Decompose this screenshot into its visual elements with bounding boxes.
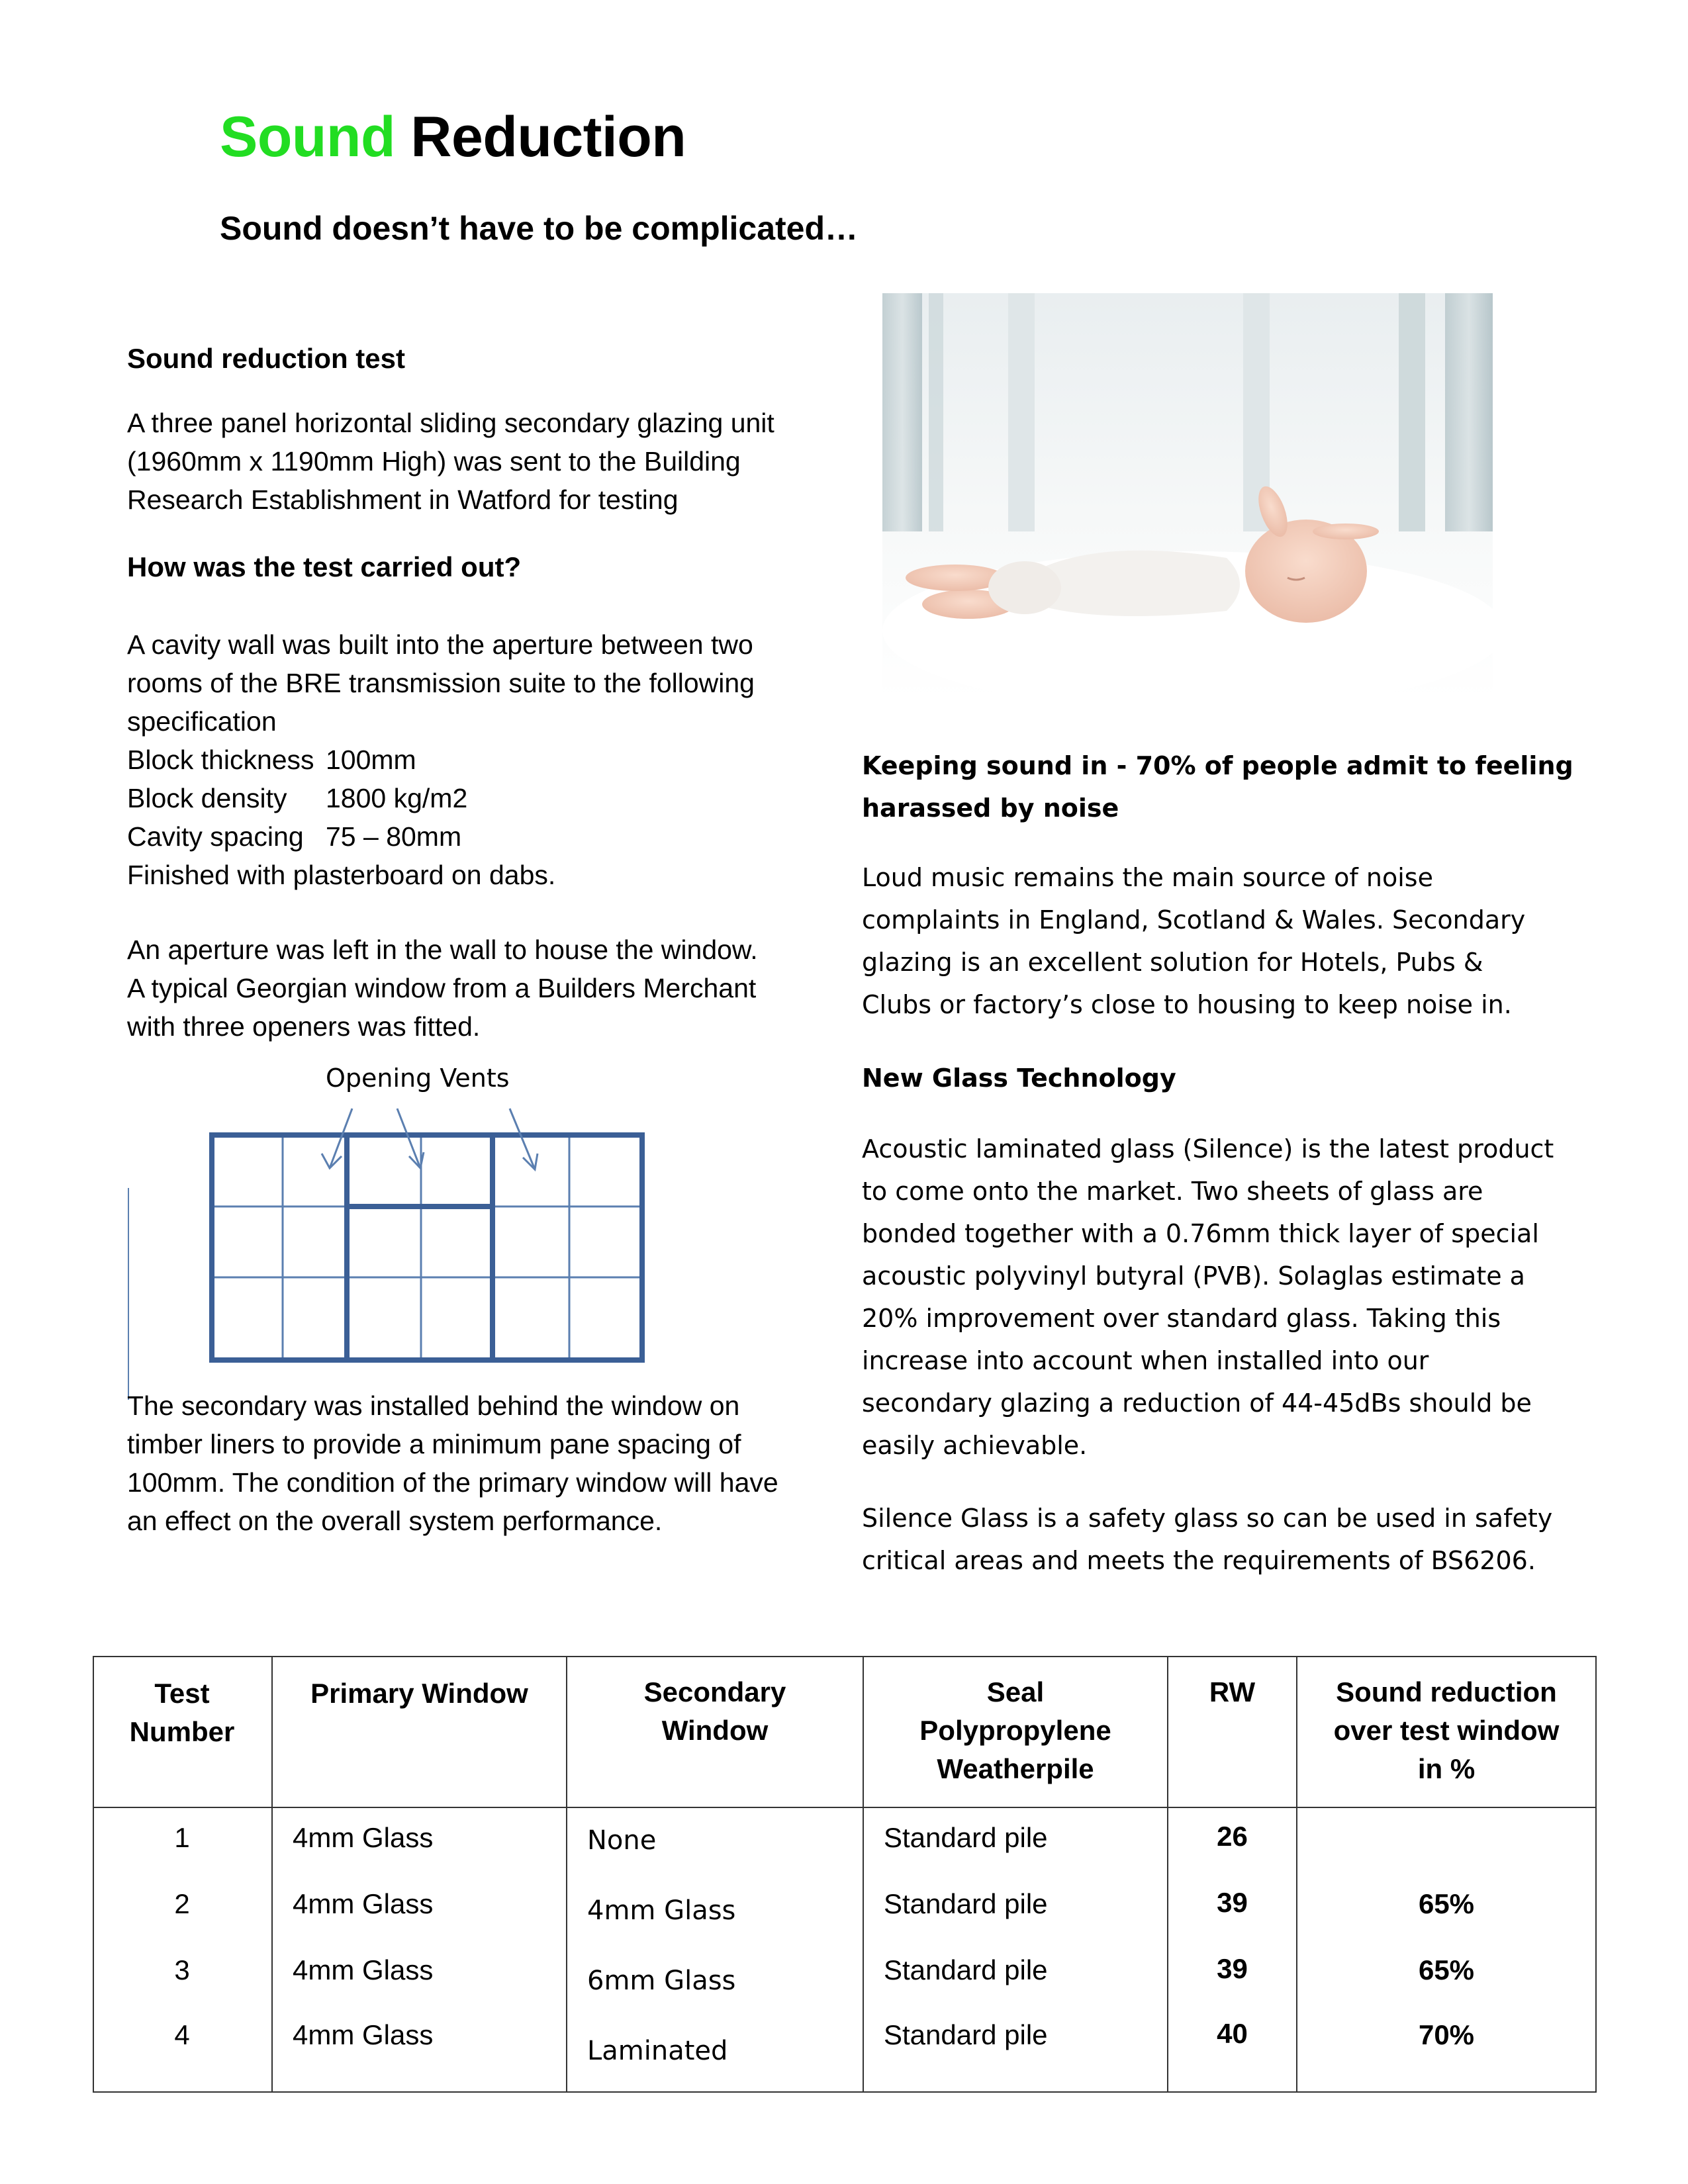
text-line: critical areas and meets the requirements of BS6206. — [862, 1546, 1536, 1575]
paragraph-secondary-installed — [127, 1387, 778, 1540]
text-line: Keeping sound in - 70% of people admit to feeling — [862, 751, 1573, 780]
text-line: The secondary was installed behind the window on — [127, 1390, 740, 1421]
cell-test-number: 2 — [174, 1888, 190, 1919]
window-diagram — [119, 1056, 662, 1406]
paragraph-acoustic-glass — [862, 1128, 1554, 1467]
cell-primary-window: 4mm Glass — [293, 2019, 434, 2050]
header-line: over test window — [1333, 1715, 1560, 1746]
paragraph-loud-music — [862, 856, 1525, 1026]
cell-rw: 40 — [1217, 2018, 1248, 2049]
cell-rw: 26 — [1217, 1821, 1248, 1852]
text-line: harassed by noise — [862, 794, 1119, 823]
spec-value: 1800 kg/m2 — [326, 783, 468, 813]
cell-secondary-window: 4mm Glass — [587, 1895, 736, 1926]
cell-seal: Standard pile — [884, 1822, 1048, 1853]
spec-value: 100mm — [326, 745, 416, 775]
cell-test-number: 4 — [174, 2019, 190, 2050]
table-border — [93, 2091, 1597, 2093]
text-line: bonded together with a 0.76mm thick layer of special — [862, 1219, 1539, 1248]
text-line: secondary glazing a reduction of 44-45dBs should be — [862, 1388, 1532, 1418]
spec-key: Cavity spacing — [127, 821, 304, 852]
header-line: Window — [661, 1715, 769, 1746]
heading-sound-reduction-test: Sound reduction test — [127, 343, 405, 374]
heading-how-test-carried-out: How was the test carried out? — [127, 551, 522, 582]
photo-sleeping-baby — [882, 293, 1493, 698]
text-line: A cavity wall was built into the aperture between two — [127, 629, 753, 660]
text-line: to come onto the market. Two sheets of glass are — [862, 1177, 1483, 1206]
cell-secondary-window: Laminated — [587, 2036, 728, 2066]
header-line: Test — [154, 1678, 210, 1709]
text-line: Research Establishment in Watford for testing — [127, 484, 679, 515]
text-line: Clubs or factory’s close to housing to keep noise in. — [862, 990, 1512, 1019]
text-line: specification — [127, 706, 277, 737]
spec-key: Block thickness — [127, 745, 314, 775]
text-line: 20% improvement over standard glass. Taking this — [862, 1304, 1501, 1333]
cell-sound-reduction: 65% — [1418, 1888, 1475, 1919]
cell-sound-reduction: 70% — [1418, 2019, 1475, 2050]
header-line: Weatherpile — [937, 1753, 1094, 1784]
text-line: glazing is an excellent solution for Hotels, Pubs & — [862, 948, 1483, 977]
spec-row — [127, 817, 755, 856]
spec-row — [127, 779, 755, 817]
table-border — [271, 1656, 273, 2093]
cell-secondary-window: 6mm Glass — [587, 1966, 736, 1996]
header-line: in % — [1417, 1753, 1476, 1784]
header-seal — [864, 1673, 1167, 1788]
header-rw — [1168, 1673, 1296, 1711]
spec-key: Block density — [127, 783, 287, 813]
text-line: an effect on the overall system performance. — [127, 1506, 663, 1536]
cell-sound-reduction: 65% — [1418, 1954, 1475, 1985]
text-line: increase into account when installed into our — [862, 1346, 1429, 1375]
text-line: A three panel horizontal sliding secondary glazing unit — [127, 408, 774, 438]
text-line: Finished with plasterboard on dabs. — [127, 860, 556, 890]
table-border — [1595, 1656, 1597, 2093]
table-border — [93, 1656, 1597, 1657]
sound-test-table — [93, 1656, 1597, 2093]
cell-primary-window: 4mm Glass — [293, 1888, 434, 1919]
header-primary-window — [273, 1674, 566, 1713]
cell-primary-window: 4mm Glass — [293, 1822, 434, 1853]
cell-rw: 39 — [1217, 1887, 1248, 1918]
text-line: easily achievable. — [862, 1431, 1088, 1460]
cell-seal: Standard pile — [884, 1954, 1048, 1985]
header-test-number — [93, 1674, 271, 1751]
text-line: acoustic polyvinyl butyral (PVB). Solaglas estimate a — [862, 1261, 1525, 1291]
page-subtitle: Sound doesn’t have to be complicated… — [220, 210, 859, 247]
text-line: Silence Glass is a safety glass so can be used in safety — [862, 1504, 1553, 1533]
heading-keeping-sound-in — [862, 745, 1573, 829]
heading-new-glass-technology: New Glass Technology — [862, 1064, 1176, 1093]
header-line: Sound reduction — [1336, 1676, 1557, 1707]
title-word-reduction: Reduction — [410, 105, 686, 169]
diagram-label-opening-vents: Opening Vents — [326, 1064, 510, 1093]
cell-rw: 39 — [1217, 1953, 1248, 1984]
window-frame — [212, 1135, 642, 1360]
header-secondary-window — [567, 1673, 863, 1750]
text-line: Acoustic laminated glass (Silence) is the latest product — [862, 1134, 1554, 1163]
text-line: complaints in England, Scotland & Wales. Secondary — [862, 905, 1526, 934]
paragraph-aperture — [127, 931, 758, 1046]
paragraph-test-intro — [127, 404, 774, 519]
text-line: 100mm. The condition of the primary window will have — [127, 1467, 778, 1498]
spec-value: 75 – 80mm — [326, 821, 462, 852]
text-line: Loud music remains the main source of noise — [862, 863, 1433, 892]
text-line: with three openers was fitted. — [127, 1011, 481, 1042]
page-title — [220, 105, 686, 170]
text-line: (1960mm x 1190mm High) was sent to the Building — [127, 446, 741, 477]
cell-secondary-window: None — [587, 1825, 657, 1856]
text-line: An aperture was left in the wall to house the window. — [127, 934, 758, 965]
cell-primary-window: 4mm Glass — [293, 1954, 434, 1985]
header-line: Primary Window — [310, 1678, 528, 1709]
paragraph-silence-glass — [862, 1497, 1552, 1582]
title-word-sound: Sound — [220, 105, 395, 169]
table-border — [93, 1807, 1597, 1808]
cell-test-number: 3 — [174, 1954, 190, 1985]
text-line: rooms of the BRE transmission suite to the following — [127, 668, 755, 698]
header-line: Seal — [986, 1676, 1045, 1707]
cell-test-number: 1 — [174, 1822, 190, 1853]
header-sound-reduction — [1297, 1673, 1595, 1788]
cell-seal: Standard pile — [884, 1888, 1048, 1919]
header-line: Number — [129, 1716, 235, 1747]
spec-row — [127, 741, 755, 779]
text-line: timber liners to provide a minimum pane spacing of — [127, 1429, 741, 1459]
cell-seal: Standard pile — [884, 2019, 1048, 2050]
header-line: RW — [1209, 1676, 1256, 1707]
header-line: Polypropylene — [919, 1715, 1111, 1746]
header-line: Secondary — [643, 1676, 786, 1707]
text-line: A typical Georgian window from a Builders Merchant — [127, 973, 757, 1003]
paragraph-specification — [127, 625, 755, 894]
vent-arrows — [322, 1109, 538, 1169]
